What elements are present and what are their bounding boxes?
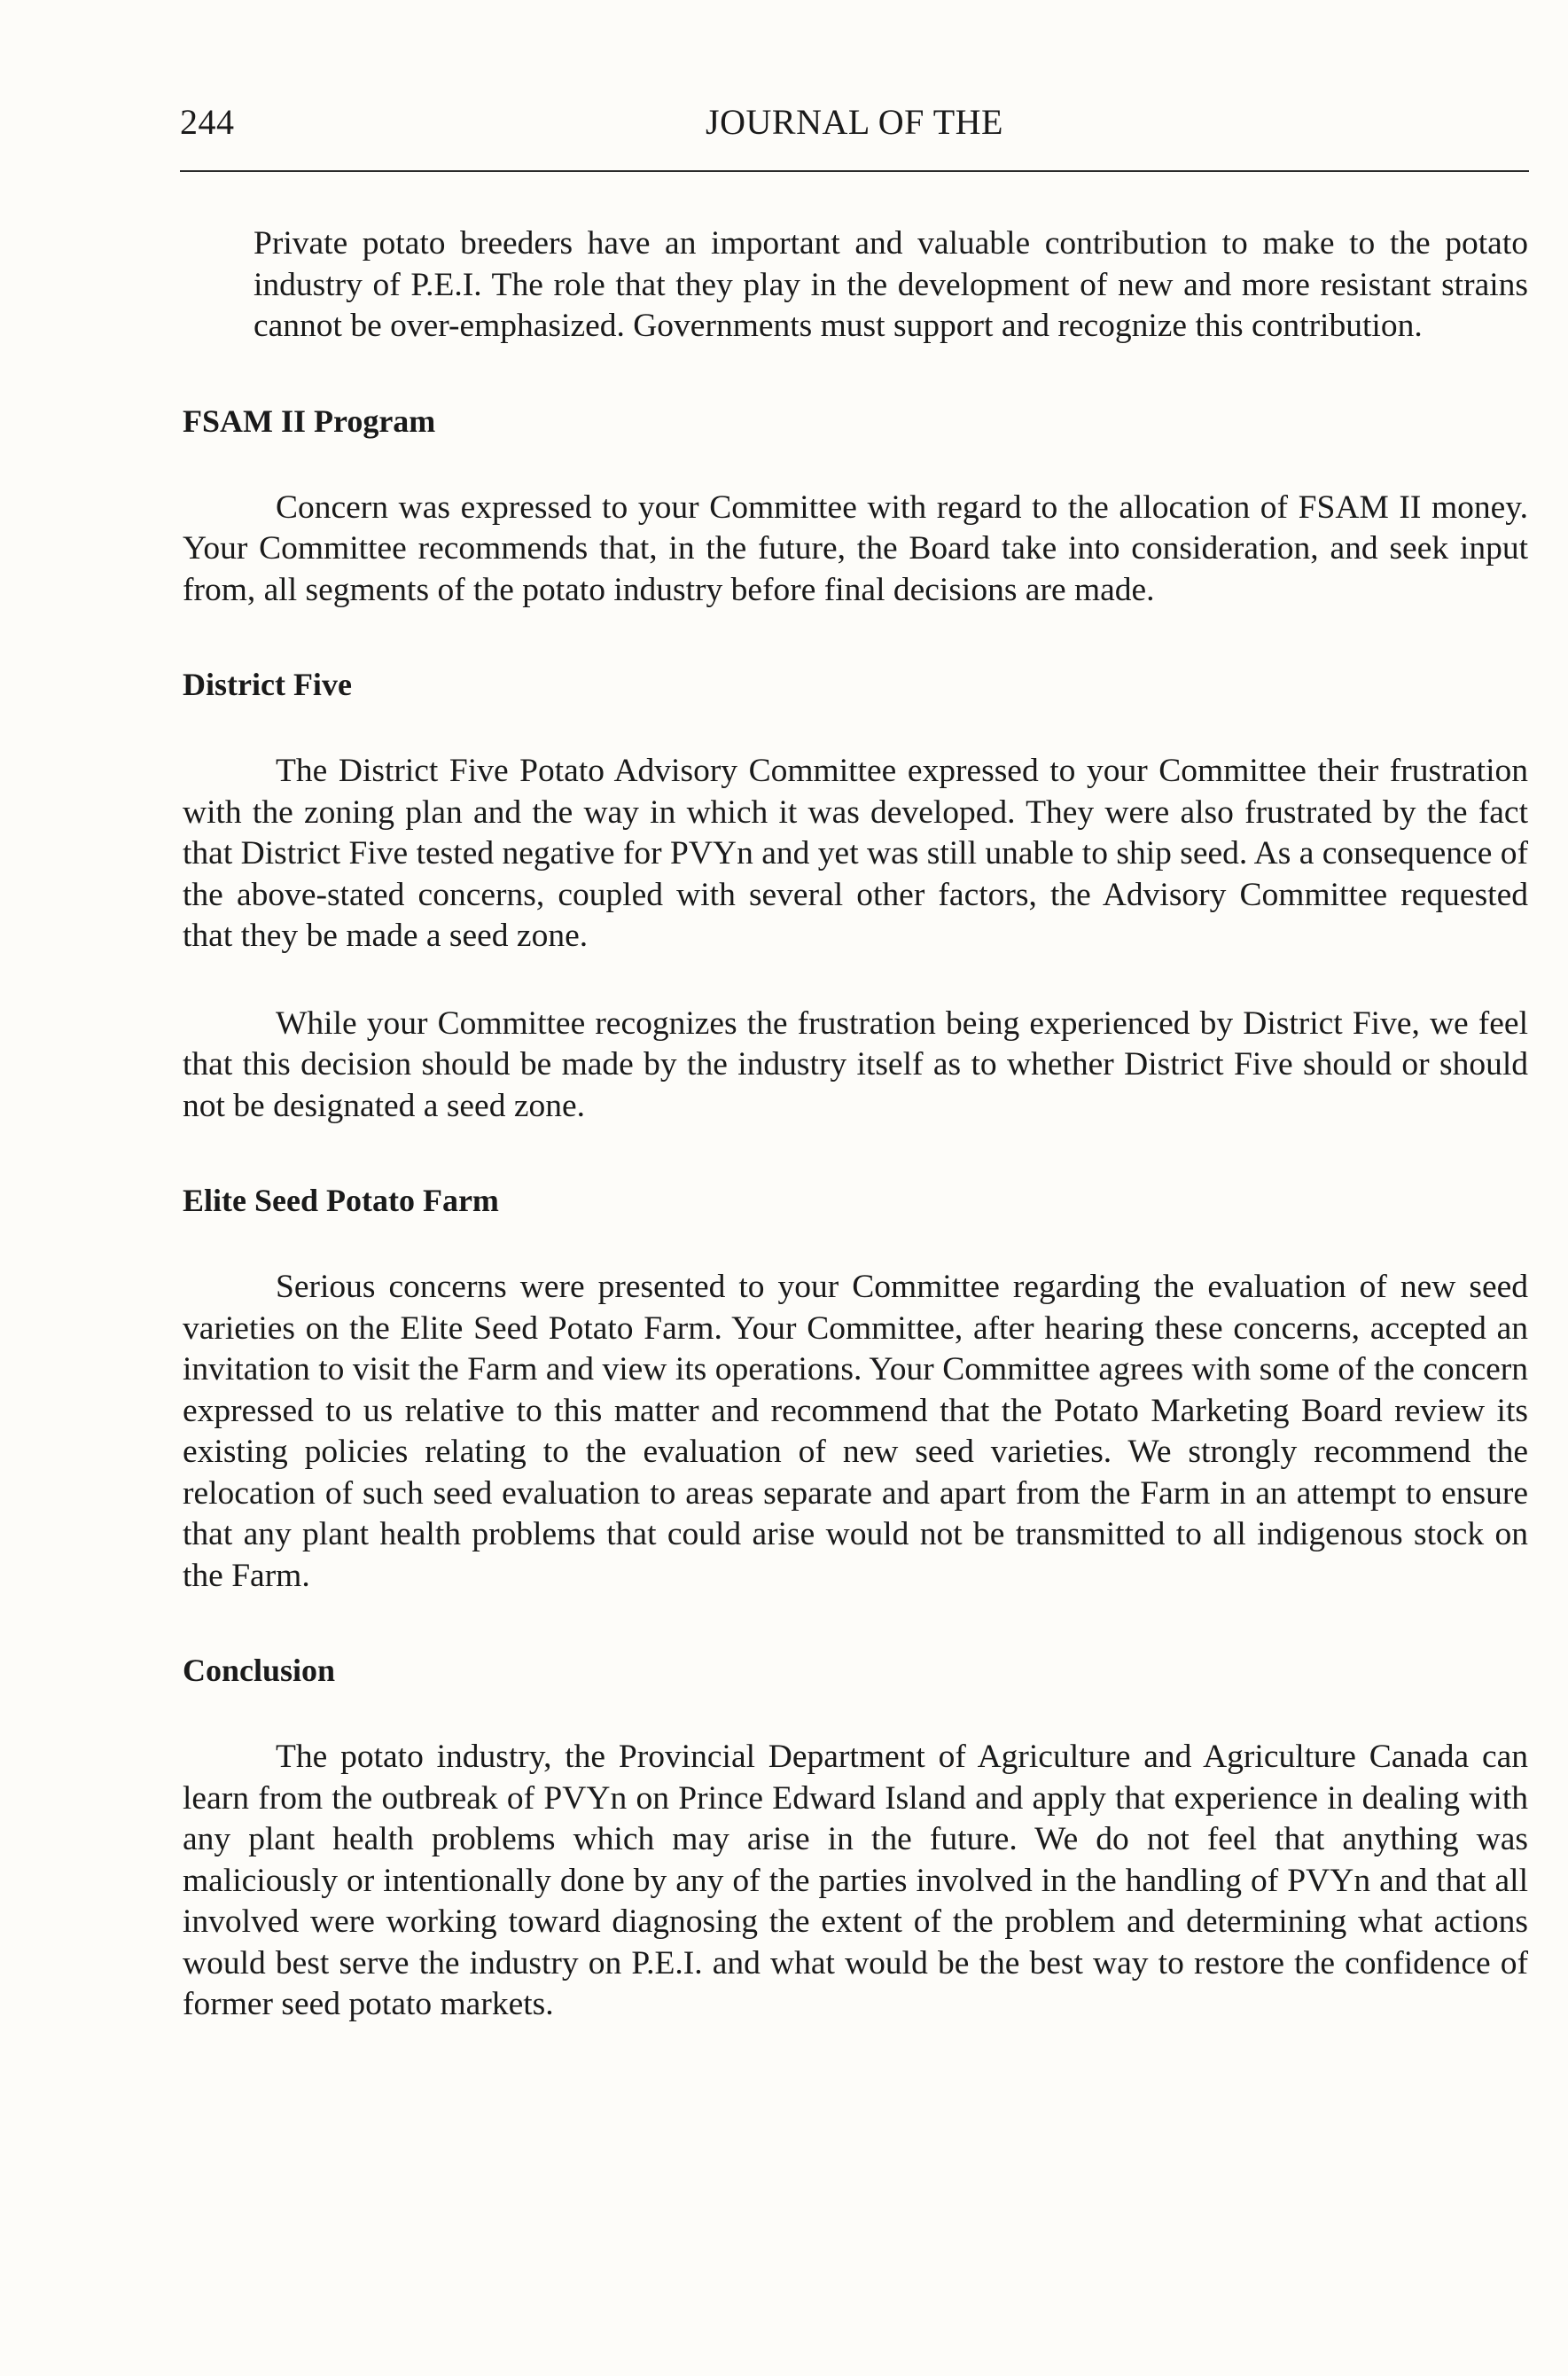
running-head: JOURNAL OF THE bbox=[706, 102, 1003, 142]
section-heading-fsam: FSAM II Program bbox=[183, 403, 436, 439]
elite-seed-paragraph: Serious concerns were presented to your Committee regarding the evaluation of new seed varieties on the Elite Seed Potato Farm. Your Committee, after hearing these concerns, accepted an invitation to visit the Farm and view its operations. Your Committee agrees with some of the concern expressed to us relative to this matter and recommend that the Potato Marketing Board review its existing policies relating to the evaluation of new seed varieties. We strongly recommend the relocation of such seed evaluation to areas separate and apart from the Farm in an attempt to ensure that any plant health problems that could arise would not be transmitted to all indigenous stock on the Farm. bbox=[183, 1269, 1528, 1594]
district-five-paragraph-2: While your Committee recognizes the frustration being experienced by District Five, we feel that this decision should be made by the industry itself as to whether District Five should or should not be designated a seed zone. bbox=[183, 1004, 1528, 1124]
page-header bbox=[180, 96, 1529, 149]
intro-paragraph: Private potato breeders have an important and valuable contribution to make to the potato industry of P.E.I. The role that they play in the development of new and more resistant strains cannot be over-emphasized. Governments must support and recognize this contribution. bbox=[254, 225, 1528, 344]
header-rule bbox=[180, 170, 1529, 172]
section-heading-elite-seed: Elite Seed Potato Farm bbox=[183, 1183, 499, 1218]
section-heading-conclusion: Conclusion bbox=[183, 1653, 336, 1688]
fsam-paragraph: Concern was expressed to your Committee with regard to the allocation of FSAM II money. Your Committee recommends that, in the future, the Board take into consideration, and seek input from, all segments of the potato industry before final decisions are made. bbox=[183, 488, 1528, 608]
body-text bbox=[183, 223, 1528, 2026]
page-number: 244 bbox=[180, 102, 235, 142]
district-five-paragraph-1: The District Five Potato Advisory Committee expressed to your Committee their frustration with the zoning plan and the way in which it was developed. They were also frustrated by the fact that District Five tested negative for PVYn and yet was still unable to ship seed. As a consequence of the above-stated concerns, coupled with several other factors, the Advisory Committee requested that they be made a seed zone. bbox=[183, 753, 1528, 954]
section-heading-district-five: District Five bbox=[183, 667, 352, 702]
conclusion-paragraph: The potato industry, the Provincial Department of Agriculture and Agriculture Canada can learn from the outbreak of PVYn on Prince Edward Island and apply that experience in dealing with any plant health problems which may arise in the future. We do not feel that anything was maliciously or intentionally done by any of the parties involved in the handling of PVYn and that all involved were working toward diagnosing the extent of the problem and determining what actions would best serve the industry on P.E.I. and what would be the best way to restore the confidence of former seed potato markets. bbox=[183, 1739, 1528, 2022]
